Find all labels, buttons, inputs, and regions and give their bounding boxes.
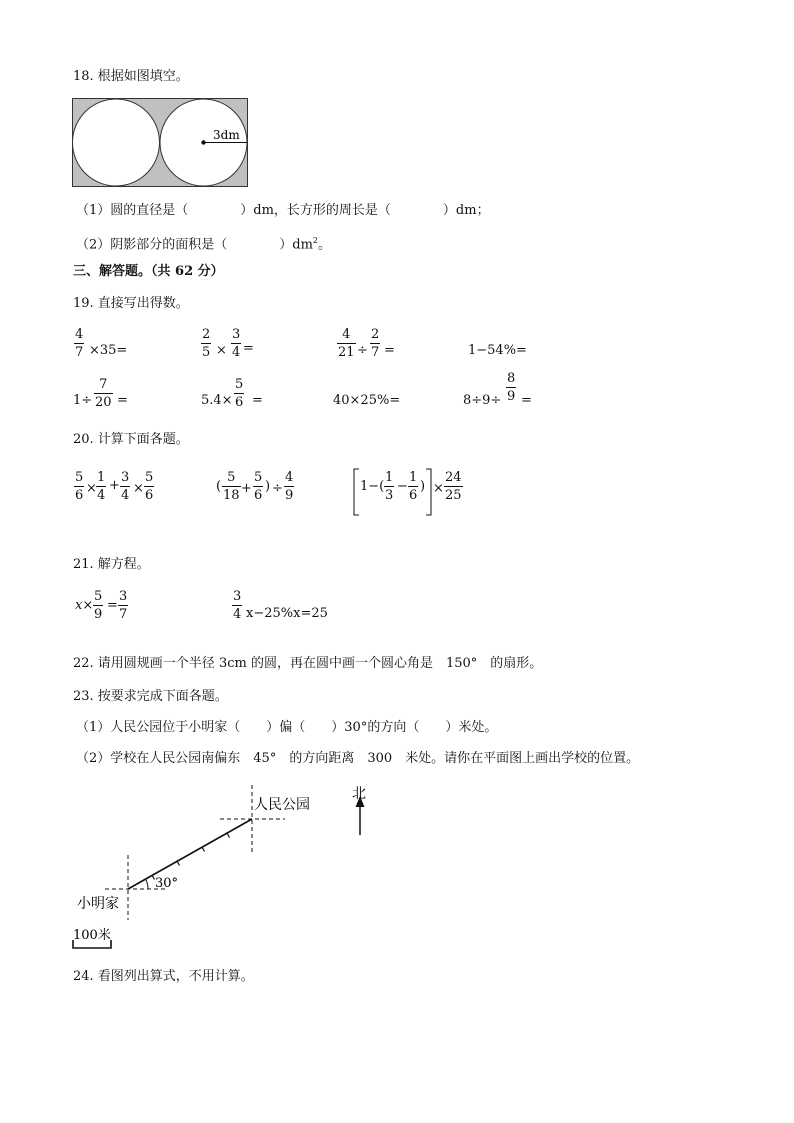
q20-p3-frac-c <box>444 470 463 503</box>
q19-e3-frac-b <box>370 327 380 360</box>
fraction-numerator: 1 <box>385 470 394 485</box>
q19-e2-frac-a <box>201 327 211 360</box>
center-dot <box>201 140 205 144</box>
q19-e6-frac <box>234 377 244 410</box>
scale-label: 100米 <box>73 928 111 943</box>
fraction-numerator: 1 <box>97 470 106 485</box>
q21-eq2-rest: x−25%x=25 <box>246 606 328 621</box>
fraction-numerator: 4 <box>75 327 84 342</box>
q19-e5-pre: 1÷ <box>73 393 93 408</box>
fraction-denominator: 7 <box>371 345 380 360</box>
q19-e6-pre: 5.4× <box>201 393 233 408</box>
q21-eq1-eq: = <box>107 598 118 613</box>
fraction-numerator: 2 <box>202 327 211 342</box>
left-circle <box>73 99 160 186</box>
fraction-denominator: 7 <box>75 345 84 360</box>
q21-eq2-frac <box>232 589 242 622</box>
q19-e3-frac-a <box>337 327 356 360</box>
fraction-denominator: 6 <box>409 488 418 503</box>
q21-eq1-frac-b <box>118 589 128 622</box>
q20-p3-one: 1−( <box>360 479 385 494</box>
q20-p3-right-bracket <box>425 468 433 516</box>
fraction-denominator: 25 <box>445 488 462 503</box>
north-label: 北 <box>352 786 366 802</box>
q20-p2-frac-b <box>253 470 263 503</box>
q18-title: 18. 根据如图填空。 <box>73 69 189 84</box>
q20-p1-op1: × <box>86 481 97 496</box>
fraction-numerator: 4 <box>342 327 351 342</box>
fraction-denominator: 4 <box>97 488 106 503</box>
q20-p1-frac-b <box>96 470 106 503</box>
fraction-denominator: 9 <box>507 389 516 404</box>
q20-p2-op2: ÷ <box>272 481 283 496</box>
q20-p2-op1: + <box>241 481 252 496</box>
fraction-numerator: 3 <box>121 470 130 485</box>
home-to-park-line <box>128 819 252 889</box>
fraction-denominator: 3 <box>385 488 394 503</box>
q19-e2-frac-b <box>231 327 241 360</box>
q20-p1-frac-d <box>144 470 154 503</box>
fraction-numerator: 3 <box>232 327 241 342</box>
fraction-numerator: 1 <box>409 470 418 485</box>
q20-p1-op3: × <box>133 481 144 496</box>
fraction-denominator: 18 <box>223 488 240 503</box>
fraction-denominator: 9 <box>285 488 294 503</box>
q18-sub2-sup: 2 <box>312 236 319 245</box>
q20-p2-open: ( <box>216 479 222 494</box>
q18-sub2-text: （2）阴影部分的面积是（ ）dm <box>76 237 313 253</box>
fraction-numerator: 5 <box>254 470 263 485</box>
fraction-numerator: 3 <box>233 589 242 604</box>
q23-sub2: （2）学校在人民公园南偏东 45° 的方向距离 300 米处。请你在平面图上画出学校的位置。 <box>76 751 640 766</box>
q20-p3-frac-b <box>408 470 418 503</box>
fraction-numerator: 8 <box>507 371 516 386</box>
q19-title: 19. 直接写出得数。 <box>73 296 189 311</box>
fraction-denominator: 7 <box>119 607 128 622</box>
fraction-denominator: 6 <box>145 488 154 503</box>
fraction-numerator: 5 <box>235 377 244 392</box>
q20-p3-op1: − <box>397 479 408 494</box>
fraction-numerator: 4 <box>285 470 294 485</box>
fraction-denominator: 6 <box>254 488 263 503</box>
q21-title: 21. 解方程。 <box>73 557 150 572</box>
q19-e2-op: × <box>216 343 227 358</box>
fraction-denominator: 20 <box>95 395 112 410</box>
fraction-denominator: 4 <box>233 607 242 622</box>
q19-e3-rest: = <box>384 343 395 358</box>
q20-p1-op2: + <box>109 478 120 493</box>
q24-title: 24. 看图列出算式，不用计算。 <box>73 969 254 984</box>
q19-e5-rest: = <box>117 393 128 408</box>
fraction-numerator: 5 <box>94 589 103 604</box>
fraction-denominator: 4 <box>232 345 241 360</box>
q20-p3-close: ) <box>420 479 426 494</box>
home-label: 小明家 <box>77 896 119 912</box>
q19-e7: 40×25%= <box>333 393 401 408</box>
q18-sub1: （1）圆的直径是（ ）dm，长方形的周长是（ ）dm； <box>76 203 490 218</box>
fraction-denominator: 6 <box>235 395 244 410</box>
section3-title: 三、解答题。（共 62 分） <box>73 264 224 279</box>
fraction-denominator: 9 <box>94 607 103 622</box>
q22-text: 22. 请用圆规画一个半径 3cm 的圆，再在圆中画一个圆心角是 150° 的扇形。 <box>73 656 543 671</box>
q23-title: 23. 按要求完成下面各题。 <box>73 689 228 704</box>
fraction-denominator: 5 <box>202 345 211 360</box>
angle-arc <box>146 879 149 889</box>
q21-eq1-pre: x× <box>75 598 94 613</box>
q19-e8-pre: 8÷9÷ <box>463 393 502 408</box>
fraction-numerator: 5 <box>75 470 84 485</box>
fraction-numerator: 7 <box>99 377 108 392</box>
q19-e8-rest: = <box>521 393 532 408</box>
q18-sub2 <box>76 233 331 253</box>
q19-e3-op: ÷ <box>357 343 368 358</box>
q23-map <box>60 780 390 955</box>
q20-p3-op2: × <box>433 481 444 496</box>
fraction-denominator: 21 <box>338 345 355 360</box>
q23-sub1: （1）人民公园位于小明家（ ）偏（ ）30°的方向（ ）米处。 <box>76 720 498 735</box>
q18-figure <box>72 98 250 188</box>
q19-e1-rest: ×35= <box>89 343 128 358</box>
fraction-numerator: 3 <box>119 589 128 604</box>
q19-e1-frac <box>74 327 84 360</box>
q19-e5-frac <box>94 377 113 410</box>
q19-e8-frac <box>506 371 516 404</box>
fraction-numerator: 2 <box>371 327 380 342</box>
q20-p1-frac-c <box>120 470 130 503</box>
fraction-denominator: 6 <box>75 488 84 503</box>
fraction-numerator: 5 <box>227 470 236 485</box>
q19-e2-rest: = <box>243 341 254 356</box>
q19-e6-rest: = <box>252 393 263 408</box>
q20-p2-frac-a <box>222 470 241 503</box>
radius-label: 3dm <box>213 128 240 142</box>
q20-p2-close: ) <box>265 479 271 494</box>
fraction-numerator: 24 <box>445 470 462 485</box>
park-label: 人民公园 <box>254 797 310 813</box>
q20-p3-left-bracket <box>352 468 360 516</box>
fraction-numerator: 5 <box>145 470 154 485</box>
q20-title: 20. 计算下面各题。 <box>73 432 189 447</box>
fraction-denominator: 4 <box>121 488 130 503</box>
q18-sub2-end: 。 <box>318 237 332 253</box>
angle-label: 30° <box>155 876 179 891</box>
q20-p3-frac-a <box>384 470 394 503</box>
q21-eq1-frac-a <box>93 589 103 622</box>
q19-e4: 1−54%= <box>468 343 527 358</box>
q20-p1-frac-a <box>74 470 84 503</box>
q20-p2-frac-c <box>284 470 294 503</box>
